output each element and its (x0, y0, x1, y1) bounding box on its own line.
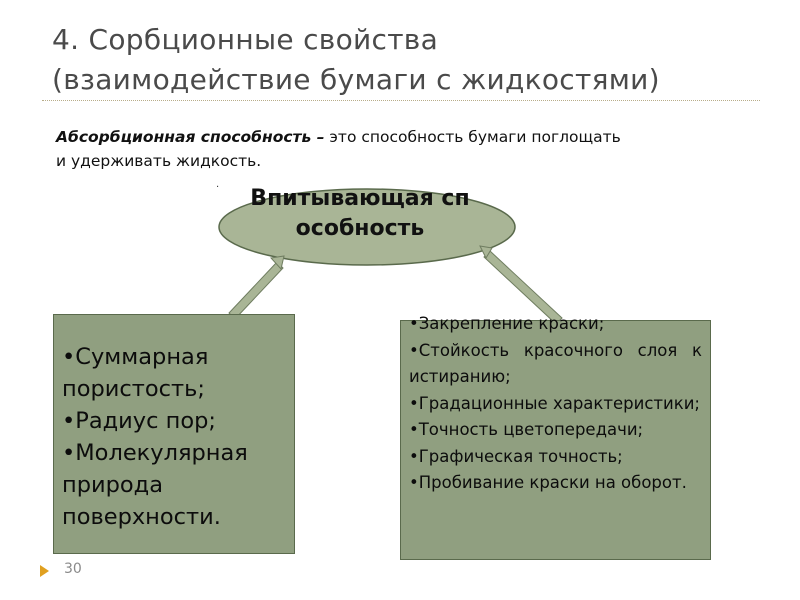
definition-text-line-1: это способность бумаги поглощать (324, 128, 621, 146)
page-number: 30 (64, 561, 82, 577)
right-box-item: •Стойкость красочного слоя к истиранию; (409, 340, 702, 386)
right-box-item: •Пробивание краски на оборот. (409, 473, 687, 492)
left-box-item: •Молекулярная природа поверхности. (62, 440, 248, 530)
left-box-item: •Суммарная пористость; (62, 344, 209, 402)
left-box-item: •Радиус пор; (62, 408, 216, 434)
definition-term: Абсорбционная способность – (56, 128, 325, 146)
connector-arrow-left (229, 256, 284, 319)
slide-title-line-1: 4. Сорбционные свойства (52, 23, 439, 56)
left-factors-box (53, 314, 295, 554)
right-box-item: •Графическая точность; (409, 446, 623, 466)
slide-title-line-2: (взаимодействие бумаги с жидкостями) (52, 63, 660, 96)
right-box-item: •Точность цветопередачи; (409, 420, 644, 439)
play-arrow-icon (40, 565, 49, 577)
right-box-item: •Градационные характеристики; (409, 393, 700, 413)
stray-dot: · (216, 182, 220, 193)
definition-text-line-2: и удерживать жидкость. (56, 152, 262, 170)
ellipse-label: Впитывающая способность (250, 186, 470, 241)
right-box-item: •Закрепление краски; (409, 314, 605, 333)
right-effects-box (400, 314, 711, 560)
